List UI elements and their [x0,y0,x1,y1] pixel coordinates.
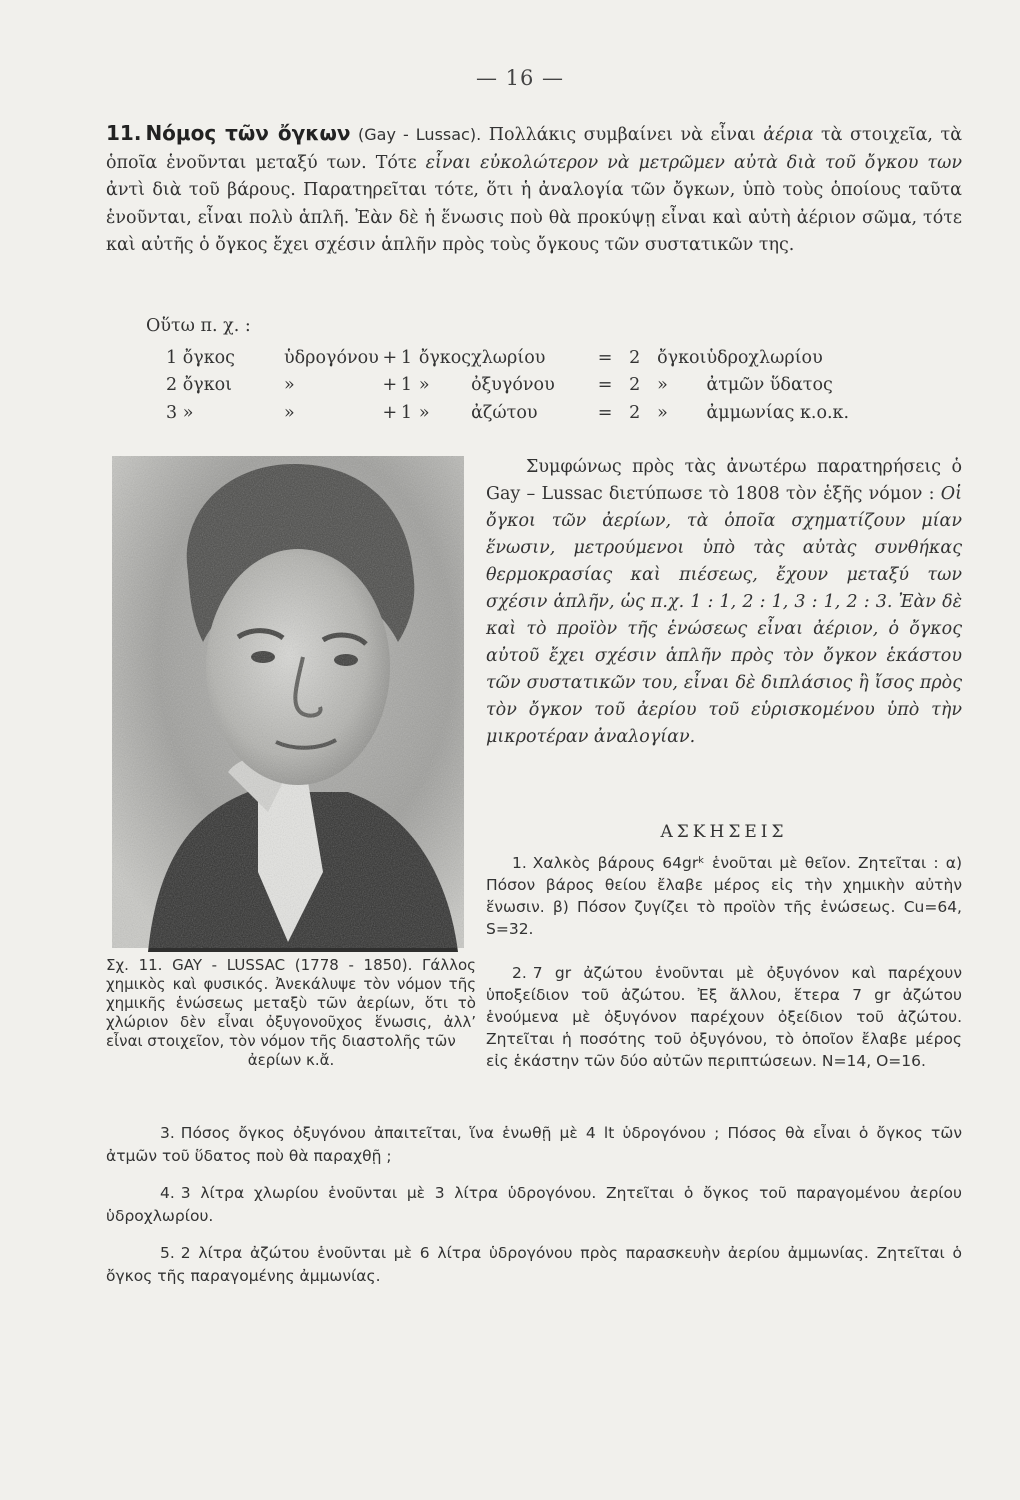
exercise-item [486,962,962,1072]
exercise-paragraph [486,852,962,940]
exercise-number: 3. [160,1124,175,1142]
law-intro: Συμφώνως πρὸς τὰς ἀνωτέρω παρατηρήσεις ὁ Gay – Lussac διετύπωσε τὸ 1808 τὸν ἑξῆς νόμον : [486,457,962,504]
law-paragraph [486,454,962,751]
exercise-paragraph [106,1242,962,1288]
section-em-2: εἶναι εὐκολώτερον νὰ μετρῶμεν αὐτὰ διὰ τοῦ ὄγκου των [425,152,962,173]
section-number: 11. [106,121,142,145]
page-number: — 16 — [475,66,565,90]
exercise-item [486,852,962,940]
eq-cell: 2 [629,402,641,423]
figure-caption [106,956,476,1070]
eq-cell: ὑδρογόνου [284,347,379,368]
eq-plus: + [382,375,398,396]
equation-row [166,372,849,400]
eq-cell: » [657,402,668,423]
section-attribution: (Gay - Lussac). [358,125,482,144]
eq-cell: 1 [400,375,412,396]
equation-row [166,344,849,372]
caption-end: ἀερίων κ.ἄ. [247,1051,335,1069]
section-text-2: τὰ στοιχεῖα, τὰ ὁποῖα ἑνοῦνται μεταξύ των. Τότε [106,125,963,173]
eq-equals: = [597,347,613,368]
eq-cell: 2 [629,375,641,396]
section-title: Νόμος τῶν ὄγκων [145,121,351,145]
eq-cell: ἀζώτου [471,402,538,423]
section-heading [106,121,350,145]
eq-cell: » [657,375,668,396]
equation-row [166,399,849,427]
eq-cell: ἀτμῶν ὕδατος [706,375,833,396]
exercise-number: 1. [512,854,527,872]
eq-cell: ὑδροχλωρίου [706,347,823,368]
exercise-paragraph [106,1122,962,1168]
exercise-item [106,1182,962,1228]
exercise-paragraph [486,962,962,1072]
exercise-text: Χαλκὸς βάρους 64grᵏ ἑνοῦται μὲ θεῖον. Ζητεῖται : α) Πόσον βάρος θείου ἔλαβε μέρος εἰς τὴν χημικὴν αὐτὴν ἕνωσιν. β) Πόσον ζυγίζει τὸ προϊὸν τῆς ἑνώσεως. Cu=64, S=32. [486,854,962,938]
eq-cell: ἀμμωνίας κ.ο.κ. [706,402,850,423]
eq-cell: 2 [629,347,641,368]
gay-lussac-portrait [108,452,468,952]
exercise-number: 2. [512,964,527,982]
exercise-text: 7 gr ἀζώτου ἑνοῦνται μὲ ὀξυγόνον καὶ παρέχουν ὑποξείδιον τοῦ ἀζώτου. Ἐξ ἄλλου, ἕτερα 7 gr ἀζώτου ἑνούμενα μὲ ὀξυγόνον παρέχουν ὀξείδιον τοῦ ἀζώτου. Ζητεῖται ἡ ποσότης τοῦ ὀξυγόνου, τὸ ὁποῖον ἔλαβε μέρος εἰς ἑκάστην τῶν δύο αὐτῶν περιπτώσεων. N=14, O=16. [486,964,962,1070]
exercise-text: Πόσος ὄγκος ὀξυγόνου ἀπαιτεῖται, ἵνα ἑνωθῇ μὲ 4 lt ὑδρογόνου ; Πόσος θὰ εἶναι ὁ ὄγκος τῶν ἀτμῶν τοῦ ὕδατος ποὺ θὰ παραχθῇ ; [106,1124,962,1165]
eq-plus: + [382,347,398,368]
eq-cell: 2 ὄγκοι [166,375,233,396]
example-label: Οὕτω π. χ. : [146,316,251,336]
eq-cell: » [418,375,430,396]
exercise-number: 4. [160,1184,175,1202]
eq-cell: ὀξυγόνου [471,375,555,396]
section-em-1: ἀέρια [763,125,814,145]
section-paragraph [106,120,962,260]
section-text-1: Πολλάκις συμβαίνει νὰ εἶναι [481,125,764,145]
eq-cell: 3 » [166,402,194,423]
section-text-3: ἀντὶ διὰ τοῦ βάρους. Παρατηρεῖται τότε, ὅτι ἡ ἀναλογία τῶν ὄγκων, ὑπὸ τοὺς ὁποίους ταῦτα ἑνοῦνται, εἶναι πολὺ ἁπλῆ. Ἐὰν δὲ ἡ ἕνωσις ποὺ θὰ προκύψῃ εἶναι καὶ αὐτὴ ἀέριον σῶμα, τότε καὶ αὐτῆς ὁ ὄγκος ἔχει σχέσιν ἁπλῆν πρὸς τοὺς ὄγκους τῶν συστατικῶν της. [106,180,962,255]
eq-cell: » [418,402,430,423]
eq-cell: 1 [400,347,412,368]
eq-cell: 1 [400,402,412,423]
eq-cell: » [284,375,295,396]
eq-plus: + [382,402,398,423]
exercise-item [106,1242,962,1288]
exercise-item [106,1122,962,1168]
eq-cell: » [284,402,295,423]
volume-equations-table [166,344,849,427]
section-intro [106,120,962,260]
exercise-text: 3 λίτρα χλωρίου ἑνοῦνται μὲ 3 λίτρα ὑδρογόνου. Ζητεῖται ὁ ὄγκος τοῦ παραγομένου ἀερίου ὑδροχλωρίου. [106,1184,962,1225]
exercises-title: ΑΣΚΗΣΕΙΣ [660,822,788,842]
eq-equals: = [597,375,613,396]
eq-cell: ὄγκοι [657,347,707,368]
law-statement-column [486,454,962,751]
exercise-paragraph [106,1182,962,1228]
eq-cell: χλωρίου [471,347,546,368]
exercise-text: 2 λίτρα ἀζώτου ἑνοῦνται μὲ 6 λίτρα ὑδρογόνου πρὸς παρασκευὴν ἀερίου ἀμμωνίας. Ζητεῖται ὁ ὄγκος τῆς παραγομένης ἀμμωνίας. [106,1244,962,1285]
eq-cell: 1 ὄγκος [166,347,235,368]
caption-main: Σχ. 11. GAY - LUSSAC (1778 - 1850). Γάλλος χημικὸς καὶ φυσικός. Ἀνεκάλυψε τὸν νόμον τῆς χημικῆς ἑνώσεως μεταξὺ τῶν ἀερίων, ὅτι τὸ χλώριον δὲν εἶναι ὀξυγονοῦχος ἕνωσις, ἀλλ’ εἶναι στοιχεῖον, τὸν νόμον τῆς διαστολῆς τῶν [106,956,476,1050]
portrait-grain [112,456,464,948]
eq-equals: = [597,402,613,423]
eq-cell: ὄγκος [418,347,472,368]
law-statement: Οἱ ὄγκοι τῶν ἀερίων, τὰ ὁποῖα σχηματίζουν μίαν ἕνωσιν, μετρούμενοι ὑπὸ τὰς αὐτὰς συνθήκας θερμοκρασίας καὶ πιέσεως, ἔχουν μεταξύ των σχέσιν ἁπλῆν, ὡς π.χ. 1 : 1, 2 : 1, 3 : 1, 2 : 3. Ἐὰν δὲ καὶ τὸ προϊὸν τῆς ἑνώσεως εἶναι ἀέριον, ὁ ὄγκος αὐτοῦ ἔχει σχέσιν ἁπλῆν πρὸς τὸν ὄγκον ἑκάστου τῶν συστατικῶν του, εἶναι δὲ διπλάσιος ἢ ἴσος πρὸς τὸν ὄγκον τοῦ ἀερίου τοῦ εὑρισκομένου ὑπὸ τὴν μικροτέραν ἀναλογίαν. [486,484,962,747]
exercise-number: 5. [160,1244,175,1262]
